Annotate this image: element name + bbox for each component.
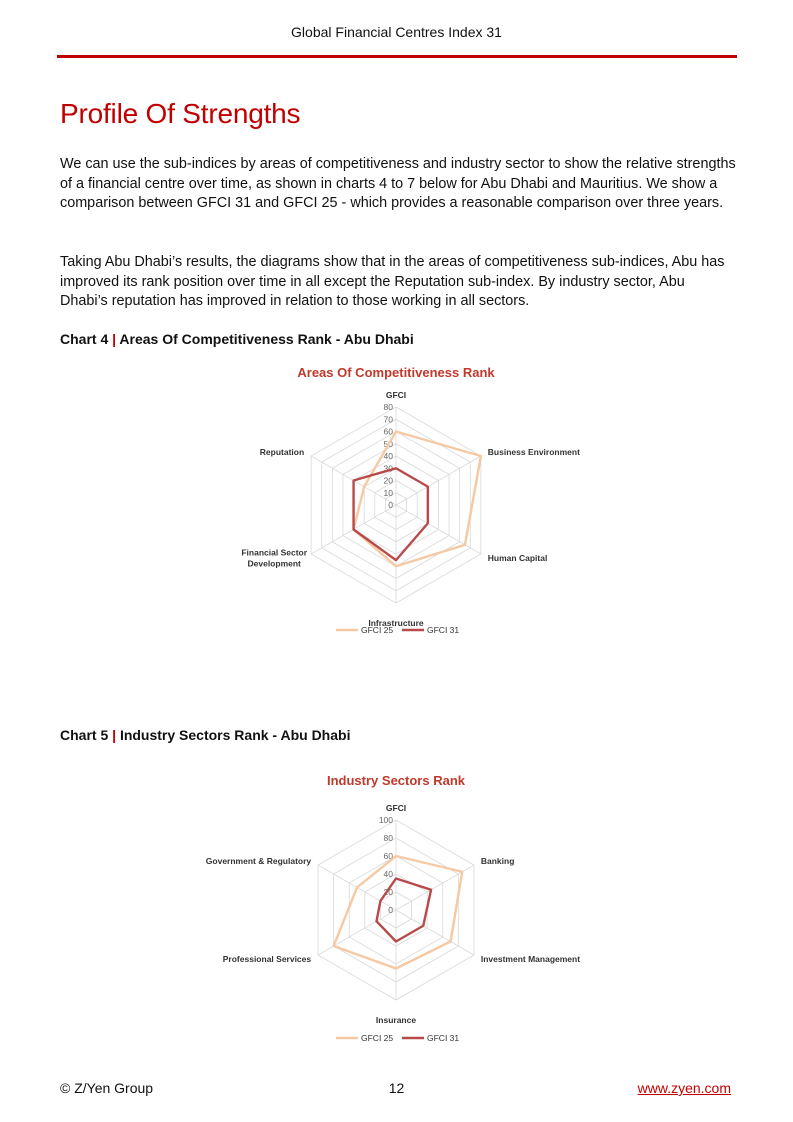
page-title: Profile Of Strengths	[60, 98, 301, 129]
category-label: Reputation	[259, 447, 305, 457]
legend-label: GFCI 25	[361, 625, 394, 635]
page-number: 12	[388, 1080, 405, 1096]
tick-label: 0	[388, 500, 393, 510]
tick-label: 40	[383, 869, 393, 879]
competitiveness-radar-chart	[0, 355, 793, 645]
tick-label: 20	[383, 475, 393, 486]
tick-label: 60	[383, 426, 393, 437]
axis-spoke	[318, 910, 396, 955]
tick-label: 0	[388, 905, 393, 915]
category-label: Investment Management	[480, 954, 581, 964]
footer-copyright: © Z/Yen Group	[60, 1080, 154, 1096]
tick-label: 80	[383, 402, 393, 412]
legend-label: GFCI 31	[427, 1033, 460, 1043]
header-rule	[57, 55, 737, 58]
chart-5-number: Chart 5	[60, 727, 109, 743]
category-label: Business Environment	[487, 447, 580, 457]
legend-label: GFCI 31	[427, 625, 460, 635]
tick-label: 30	[383, 463, 393, 474]
category-label: GFCI	[385, 803, 407, 813]
category-label: Banking	[480, 856, 515, 866]
running-header: Global Financial Centres Index 31	[291, 24, 502, 40]
tick-label: 20	[383, 887, 393, 897]
category-label: Government & Regulatory	[205, 856, 312, 866]
tick-label: 40	[383, 451, 393, 461]
tick-label: 50	[383, 438, 393, 449]
chart-4-caption	[60, 331, 414, 347]
chart-title: Areas Of Competitiveness Rank	[297, 365, 495, 380]
legend-label: GFCI 25	[361, 1033, 394, 1043]
category-label: Financial Sector Development	[241, 547, 308, 569]
intro-paragraph: We can use the sub-indices by areas of competitiveness and industry sector to show the relative strengths of a financial centre over time, as shown in charts 4 to 7 below for Abu Dhabi and Mauritius. We show a comparison between GFCI 31 and GFCI 25 - which provides a reasonable comparison over three years.	[60, 156, 736, 211]
category-label: Professional Services	[222, 954, 312, 964]
chart-5-caption	[60, 727, 350, 743]
tick-label: 100	[378, 815, 393, 825]
website-link[interactable]: www.zyen.com	[637, 1080, 731, 1096]
category-label: Human Capital	[487, 553, 548, 563]
caption-separator: |	[112, 727, 117, 743]
category-label: GFCI	[385, 390, 407, 400]
analysis-paragraph: Taking Abu Dhabi’s results, the diagrams show that in the areas of competitiveness sub-indices, Abu has improved its rank position over time in all except the Reputation sub-index. By industry sector, Abu Dhabi’s reputation has improved in relation to those working in all sectors.	[60, 254, 725, 309]
caption-separator: |	[112, 331, 117, 347]
tick-label: 80	[383, 833, 393, 843]
industry-sectors-radar-chart	[0, 765, 793, 1055]
chart-5-caption-text: Industry Sectors Rank - Abu Dhabi	[119, 727, 351, 743]
tick-label: 10	[383, 487, 393, 498]
chart-4-caption-text: Areas Of Competitiveness Rank - Abu Dhabi	[119, 331, 414, 347]
category-label: Insurance	[375, 1015, 417, 1025]
tick-label: 70	[383, 414, 393, 425]
category-label: Infrastructure	[368, 618, 424, 628]
chart-title: Industry Sectors Rank	[327, 773, 465, 788]
chart-4-number: Chart 4	[60, 331, 109, 347]
tick-label: 60	[383, 851, 393, 861]
